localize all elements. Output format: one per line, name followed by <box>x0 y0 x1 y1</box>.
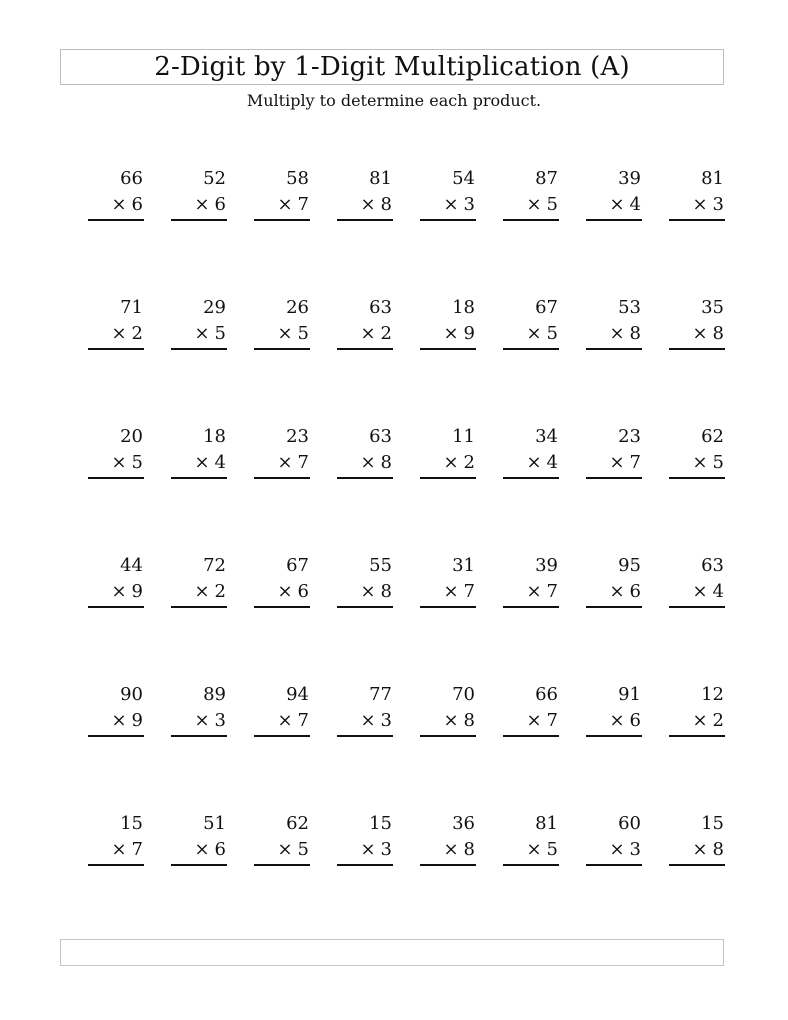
multiplicand: 26 <box>286 297 309 318</box>
multiplier: 4 <box>214 452 226 473</box>
problem-3-2 <box>171 426 227 482</box>
multiplier: 4 <box>546 452 558 473</box>
multiplicand: 53 <box>618 297 641 318</box>
multiplicand: 66 <box>120 168 143 189</box>
multiplier: 7 <box>546 581 558 602</box>
answer-line <box>88 864 144 866</box>
times-sign: × <box>609 194 625 215</box>
multiplier: 7 <box>297 710 309 731</box>
times-sign: × <box>609 710 625 731</box>
multiplier: 5 <box>712 452 724 473</box>
problem-3-8 <box>669 426 725 482</box>
times-sign: × <box>194 839 210 860</box>
multiplier-row <box>360 581 392 603</box>
answer-line <box>503 606 559 608</box>
multiplier: 7 <box>297 452 309 473</box>
multiplier: 8 <box>380 194 392 215</box>
multiplier: 3 <box>380 839 392 860</box>
multiplier-row <box>360 323 392 345</box>
problem-4-2 <box>171 555 227 611</box>
multiplicand: 63 <box>369 426 392 447</box>
problem-6-5 <box>420 813 476 869</box>
multiplier: 5 <box>297 839 309 860</box>
times-sign: × <box>194 323 210 344</box>
times-sign: × <box>111 323 127 344</box>
problem-4-6 <box>503 555 559 611</box>
multiplier-row <box>609 581 641 603</box>
multiplicand: 20 <box>120 426 143 447</box>
multiplier: 3 <box>712 194 724 215</box>
problem-1-8 <box>669 168 725 224</box>
times-sign: × <box>111 710 127 731</box>
multiplier: 6 <box>214 194 226 215</box>
multiplier: 4 <box>629 194 641 215</box>
multiplier-row <box>194 194 226 216</box>
multiplicand: 67 <box>535 297 558 318</box>
problem-3-3 <box>254 426 310 482</box>
multiplicand: 89 <box>203 684 226 705</box>
multiplicand: 81 <box>369 168 392 189</box>
multiplicand: 39 <box>535 555 558 576</box>
multiplier: 7 <box>463 581 475 602</box>
answer-line <box>254 348 310 350</box>
multiplicand: 44 <box>120 555 143 576</box>
times-sign: × <box>277 323 293 344</box>
problem-2-7 <box>586 297 642 353</box>
multiplier-row <box>526 839 558 861</box>
answer-line <box>669 219 725 221</box>
multiplicand: 23 <box>618 426 641 447</box>
times-sign: × <box>609 839 625 860</box>
problem-6-4 <box>337 813 393 869</box>
multiplier: 2 <box>463 452 475 473</box>
answer-line <box>503 348 559 350</box>
answer-line <box>337 864 393 866</box>
answer-line <box>503 219 559 221</box>
times-sign: × <box>360 194 376 215</box>
answer-line <box>254 606 310 608</box>
multiplier-row <box>111 323 143 345</box>
times-sign: × <box>526 323 542 344</box>
multiplier: 7 <box>629 452 641 473</box>
problem-4-5 <box>420 555 476 611</box>
problem-6-8 <box>669 813 725 869</box>
multiplier-row <box>111 710 143 732</box>
multiplier-row <box>692 581 724 603</box>
problem-5-5 <box>420 684 476 740</box>
times-sign: × <box>277 194 293 215</box>
answer-line <box>88 477 144 479</box>
times-sign: × <box>526 452 542 473</box>
multiplicand: 77 <box>369 684 392 705</box>
multiplier-row <box>443 323 475 345</box>
multiplier-row <box>443 581 475 603</box>
answer-line <box>88 735 144 737</box>
times-sign: × <box>194 194 210 215</box>
times-sign: × <box>277 839 293 860</box>
multiplier: 6 <box>629 710 641 731</box>
multiplier-row <box>360 452 392 474</box>
multiplier: 8 <box>380 452 392 473</box>
problem-6-3 <box>254 813 310 869</box>
multiplier: 2 <box>380 323 392 344</box>
multiplier-row <box>609 194 641 216</box>
answer-line <box>171 348 227 350</box>
multiplier: 6 <box>131 194 143 215</box>
answer-line <box>420 606 476 608</box>
multiplier: 6 <box>629 581 641 602</box>
problem-2-1 <box>88 297 144 353</box>
problem-2-4 <box>337 297 393 353</box>
times-sign: × <box>526 839 542 860</box>
multiplier-row <box>609 839 641 861</box>
multiplicand: 94 <box>286 684 309 705</box>
times-sign: × <box>443 452 459 473</box>
problem-4-4 <box>337 555 393 611</box>
times-sign: × <box>277 581 293 602</box>
problem-1-2 <box>171 168 227 224</box>
answer-line <box>586 606 642 608</box>
multiplicand: 51 <box>203 813 226 834</box>
multiplier: 8 <box>712 323 724 344</box>
multiplier-row <box>692 710 724 732</box>
worksheet-instructions: Multiply to determine each product. <box>246 91 542 110</box>
times-sign: × <box>194 452 210 473</box>
problem-1-4 <box>337 168 393 224</box>
answer-line <box>337 477 393 479</box>
problem-4-1 <box>88 555 144 611</box>
problem-1-5 <box>420 168 476 224</box>
times-sign: × <box>277 710 293 731</box>
worksheet-title: 2-Digit by 1-Digit Multiplication (A) <box>154 52 630 82</box>
multiplier: 6 <box>214 839 226 860</box>
times-sign: × <box>443 710 459 731</box>
problem-5-7 <box>586 684 642 740</box>
multiplier: 5 <box>214 323 226 344</box>
multiplicand: 54 <box>452 168 475 189</box>
multiplier-row <box>609 452 641 474</box>
multiplicand: 72 <box>203 555 226 576</box>
multiplier: 5 <box>297 323 309 344</box>
multiplier-row <box>692 194 724 216</box>
multiplier: 7 <box>546 710 558 731</box>
answer-line <box>669 735 725 737</box>
answer-line <box>586 735 642 737</box>
multiplier-row <box>277 581 309 603</box>
multiplier-row <box>277 452 309 474</box>
answer-line <box>171 606 227 608</box>
times-sign: × <box>692 581 708 602</box>
answer-line <box>503 477 559 479</box>
answer-line <box>669 864 725 866</box>
problem-2-5 <box>420 297 476 353</box>
answer-line <box>171 864 227 866</box>
multiplier: 6 <box>297 581 309 602</box>
answer-line <box>171 477 227 479</box>
multiplicand: 70 <box>452 684 475 705</box>
answer-line <box>420 735 476 737</box>
multiplier-row <box>360 194 392 216</box>
times-sign: × <box>526 710 542 731</box>
times-sign: × <box>194 581 210 602</box>
problem-2-2 <box>171 297 227 353</box>
multiplier-row <box>526 323 558 345</box>
multiplier-row <box>111 194 143 216</box>
times-sign: × <box>360 710 376 731</box>
multiplier-row <box>111 839 143 861</box>
multiplicand: 12 <box>701 684 724 705</box>
times-sign: × <box>194 710 210 731</box>
multiplicand: 34 <box>535 426 558 447</box>
problem-4-7 <box>586 555 642 611</box>
multiplier: 9 <box>131 581 143 602</box>
problem-5-1 <box>88 684 144 740</box>
problem-3-4 <box>337 426 393 482</box>
multiplicand: 63 <box>701 555 724 576</box>
multiplier: 8 <box>463 839 475 860</box>
multiplicand: 67 <box>286 555 309 576</box>
multiplicand: 81 <box>535 813 558 834</box>
multiplier-row <box>692 323 724 345</box>
multiplier-row <box>194 581 226 603</box>
multiplicand: 62 <box>701 426 724 447</box>
problem-6-6 <box>503 813 559 869</box>
answer-line <box>337 348 393 350</box>
times-sign: × <box>277 452 293 473</box>
answer-line <box>337 606 393 608</box>
multiplier-row <box>443 839 475 861</box>
multiplicand: 11 <box>452 426 475 447</box>
answer-line <box>586 219 642 221</box>
multiplier: 5 <box>131 452 143 473</box>
multiplier-row <box>277 839 309 861</box>
answer-line <box>88 606 144 608</box>
multiplier-row <box>443 710 475 732</box>
times-sign: × <box>443 323 459 344</box>
problem-6-1 <box>88 813 144 869</box>
multiplicand: 62 <box>286 813 309 834</box>
multiplier: 3 <box>214 710 226 731</box>
answer-line <box>420 219 476 221</box>
problem-4-8 <box>669 555 725 611</box>
multiplier-row <box>111 581 143 603</box>
answer-line <box>669 348 725 350</box>
answer-line <box>88 219 144 221</box>
times-sign: × <box>609 452 625 473</box>
answer-line <box>171 219 227 221</box>
times-sign: × <box>526 194 542 215</box>
multiplier: 9 <box>131 710 143 731</box>
multiplier-row <box>277 323 309 345</box>
times-sign: × <box>360 323 376 344</box>
multiplier: 5 <box>546 839 558 860</box>
multiplier: 2 <box>214 581 226 602</box>
answer-line <box>254 477 310 479</box>
multiplicand: 23 <box>286 426 309 447</box>
multiplier-row <box>277 194 309 216</box>
multiplicand: 71 <box>120 297 143 318</box>
problem-5-3 <box>254 684 310 740</box>
problem-3-7 <box>586 426 642 482</box>
multiplier: 3 <box>380 710 392 731</box>
multiplicand: 58 <box>286 168 309 189</box>
answer-line <box>503 864 559 866</box>
times-sign: × <box>692 839 708 860</box>
answer-line <box>420 864 476 866</box>
problem-1-6 <box>503 168 559 224</box>
problem-1-7 <box>586 168 642 224</box>
problem-3-5 <box>420 426 476 482</box>
multiplier: 8 <box>463 710 475 731</box>
problem-5-2 <box>171 684 227 740</box>
answer-line <box>337 735 393 737</box>
problem-6-2 <box>171 813 227 869</box>
times-sign: × <box>111 839 127 860</box>
multiplier-row <box>194 323 226 345</box>
multiplicand: 15 <box>120 813 143 834</box>
times-sign: × <box>443 194 459 215</box>
multiplier-row <box>360 839 392 861</box>
multiplicand: 29 <box>203 297 226 318</box>
answer-line <box>337 219 393 221</box>
times-sign: × <box>111 452 127 473</box>
answer-line <box>586 348 642 350</box>
problem-3-6 <box>503 426 559 482</box>
problem-2-8 <box>669 297 725 353</box>
multiplier-row <box>111 452 143 474</box>
multiplier: 9 <box>463 323 475 344</box>
times-sign: × <box>443 839 459 860</box>
footer-box <box>60 939 724 966</box>
multiplier: 7 <box>131 839 143 860</box>
answer-line <box>254 735 310 737</box>
times-sign: × <box>111 194 127 215</box>
multiplier: 5 <box>546 194 558 215</box>
times-sign: × <box>609 581 625 602</box>
multiplier: 5 <box>546 323 558 344</box>
multiplier-row <box>277 710 309 732</box>
times-sign: × <box>609 323 625 344</box>
multiplicand: 91 <box>618 684 641 705</box>
answer-line <box>669 477 725 479</box>
problem-3-1 <box>88 426 144 482</box>
multiplier: 8 <box>629 323 641 344</box>
multiplicand: 15 <box>701 813 724 834</box>
times-sign: × <box>111 581 127 602</box>
answer-line <box>254 219 310 221</box>
multiplicand: 35 <box>701 297 724 318</box>
answer-line <box>420 348 476 350</box>
answer-line <box>254 864 310 866</box>
multiplier-row <box>526 710 558 732</box>
multiplicand: 90 <box>120 684 143 705</box>
times-sign: × <box>526 581 542 602</box>
times-sign: × <box>692 452 708 473</box>
problem-5-6 <box>503 684 559 740</box>
multiplier-row <box>692 452 724 474</box>
multiplicand: 18 <box>203 426 226 447</box>
multiplicand: 66 <box>535 684 558 705</box>
times-sign: × <box>692 323 708 344</box>
multiplier-row <box>692 839 724 861</box>
answer-line <box>586 864 642 866</box>
multiplier: 2 <box>131 323 143 344</box>
multiplier: 3 <box>463 194 475 215</box>
multiplier-row <box>194 710 226 732</box>
multiplier-row <box>194 839 226 861</box>
multiplier-row <box>360 710 392 732</box>
multiplicand: 95 <box>618 555 641 576</box>
multiplicand: 87 <box>535 168 558 189</box>
times-sign: × <box>360 452 376 473</box>
multiplicand: 81 <box>701 168 724 189</box>
multiplier: 2 <box>712 710 724 731</box>
multiplier: 4 <box>712 581 724 602</box>
problem-5-8 <box>669 684 725 740</box>
answer-line <box>171 735 227 737</box>
multiplicand: 55 <box>369 555 392 576</box>
multiplier-row <box>609 710 641 732</box>
multiplier: 8 <box>712 839 724 860</box>
multiplier: 3 <box>629 839 641 860</box>
times-sign: × <box>692 194 708 215</box>
answer-line <box>503 735 559 737</box>
answer-line <box>88 348 144 350</box>
problem-1-1 <box>88 168 144 224</box>
problem-6-7 <box>586 813 642 869</box>
multiplicand: 52 <box>203 168 226 189</box>
multiplicand: 36 <box>452 813 475 834</box>
answer-line <box>586 477 642 479</box>
multiplier-row <box>526 452 558 474</box>
times-sign: × <box>360 581 376 602</box>
multiplier-row <box>194 452 226 474</box>
problem-5-4 <box>337 684 393 740</box>
multiplier-row <box>609 323 641 345</box>
multiplier: 8 <box>380 581 392 602</box>
times-sign: × <box>443 581 459 602</box>
multiplier-row <box>443 452 475 474</box>
multiplier-row <box>443 194 475 216</box>
multiplicand: 15 <box>369 813 392 834</box>
times-sign: × <box>692 710 708 731</box>
multiplicand: 39 <box>618 168 641 189</box>
multiplicand: 63 <box>369 297 392 318</box>
problem-1-3 <box>254 168 310 224</box>
multiplicand: 31 <box>452 555 475 576</box>
problem-2-3 <box>254 297 310 353</box>
answer-line <box>420 477 476 479</box>
problem-2-6 <box>503 297 559 353</box>
multiplier-row <box>526 581 558 603</box>
times-sign: × <box>360 839 376 860</box>
answer-line <box>669 606 725 608</box>
multiplicand: 60 <box>618 813 641 834</box>
multiplicand: 18 <box>452 297 475 318</box>
problem-4-3 <box>254 555 310 611</box>
multiplier: 7 <box>297 194 309 215</box>
multiplier-row <box>526 194 558 216</box>
